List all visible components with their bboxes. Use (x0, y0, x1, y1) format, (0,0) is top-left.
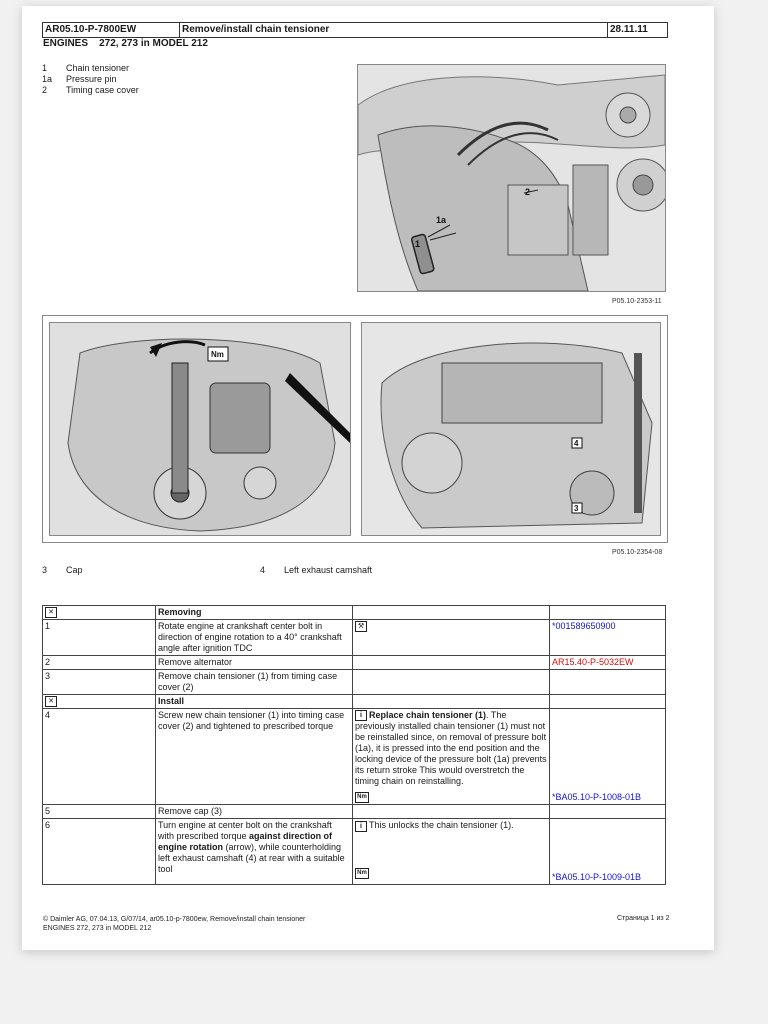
removing-heading: Removing (156, 606, 353, 620)
doc-subtitle: ENGINES 272, 273 in MODEL 212 (43, 38, 208, 49)
legend-bottom-left (42, 565, 83, 576)
page-footer (43, 915, 305, 933)
table-row: 6 Turn engine at center bolt on the crankshaft with prescribed torque against direction of engine rotation (arrow), while counterholding left exhaust camshaft (4) at rear with a suitable tool i This unlocks the chain tensioner (1). Nm *BA05.10-P-1009-01B (43, 819, 666, 885)
doc-id: AR05.10-P-7800EW (43, 23, 180, 37)
engine-illustration-1 (357, 64, 666, 292)
alternator-reference-link[interactable]: AR15.40-P-5032EW (552, 657, 634, 668)
legend-bottom-right (260, 565, 372, 576)
torque-reference-link[interactable]: *BA05.10-P-1008-01B (552, 792, 642, 803)
info-icon: i (355, 821, 367, 832)
engine-side-panel (361, 322, 661, 536)
legend-item: 4 Left exhaust camshaft (260, 565, 373, 575)
callout-1a: 1a (436, 215, 447, 225)
doc-date: 28.11.11 (610, 24, 648, 35)
engine-drawing-2a (50, 323, 350, 535)
special-tool-icon: ⚒ (355, 621, 367, 632)
callout-2: 2 (525, 187, 531, 197)
nm-label: Nm (211, 350, 224, 359)
engine-illustration-2 (42, 315, 668, 543)
page-number: Страница 1 из 2 (617, 915, 670, 922)
legend-item: 1a Pressure pin (42, 74, 117, 84)
table-row (43, 606, 666, 620)
wrench-cross-icon: ✕ (45, 607, 57, 618)
engine-drawing-1 (358, 65, 665, 291)
callout-3: 3 (574, 504, 579, 513)
legend-item: 3 Cap (42, 565, 83, 575)
figure1-caption: P05.10-2353-11 (612, 298, 662, 305)
table-row: 1 Rotate engine at crankshaft center bolt in direction of engine rotation to a 40° crankshaft angle after ignition TDC ⚒ *001589650900 (43, 620, 666, 656)
figure2-caption: P05.10-2354-08 (612, 549, 663, 556)
torque-nm-icon: Nm (355, 792, 369, 803)
table-row: 2 Remove alternator AR15.40-P-5032EW (43, 656, 666, 670)
table-row: 4 Screw new chain tensioner (1) into timing case cover (2) and tightened to prescribed torque i Replace chain tensioner (1). The previously installed chain tensioner (1) must not be reinstalled since, on removal of pressure bolt (1a), it is pressed into the end position and the locking device of the pressure bolt (1a) prevents its return stroke This would overstretch the timing chain on reinstalling. Nm *BA05.10-P-1008-01B (43, 709, 666, 805)
engine-drawing-2b (362, 323, 660, 535)
tool-reference-link[interactable]: *001589650900 (552, 621, 616, 632)
table-row (43, 695, 666, 709)
callout-4: 4 (574, 439, 579, 448)
doc-title: Remove/install chain tensioner (180, 23, 608, 37)
legend-item: 2 Timing case cover (42, 85, 139, 95)
table-row: 3 Remove chain tensioner (1) from timing case cover (2) (43, 670, 666, 695)
footer-engines: ENGINES 272, 273 in MODEL 212 (43, 925, 152, 932)
torque-reference-link[interactable]: *BA05.10-P-1009-01B (552, 872, 642, 883)
table-row: 5 Remove cap (3) (43, 805, 666, 819)
footer-copyright: © Daimler AG, 07.04.13, G/07/14, ar05.10-p-7800ew, Remove/install chain tensioner (43, 916, 306, 923)
torque-nm-icon: Nm (355, 868, 369, 879)
legend-item: 1 Chain tensioner (42, 63, 130, 73)
procedure-table (42, 605, 666, 885)
install-heading: Install (156, 695, 353, 709)
engine-front-panel (49, 322, 351, 536)
document-header (42, 22, 668, 38)
callout-1: 1 (415, 239, 421, 249)
wrench-cross-icon: ✕ (45, 696, 57, 707)
legend-top (42, 63, 139, 96)
document-page (22, 6, 714, 950)
info-icon: i (355, 710, 367, 721)
